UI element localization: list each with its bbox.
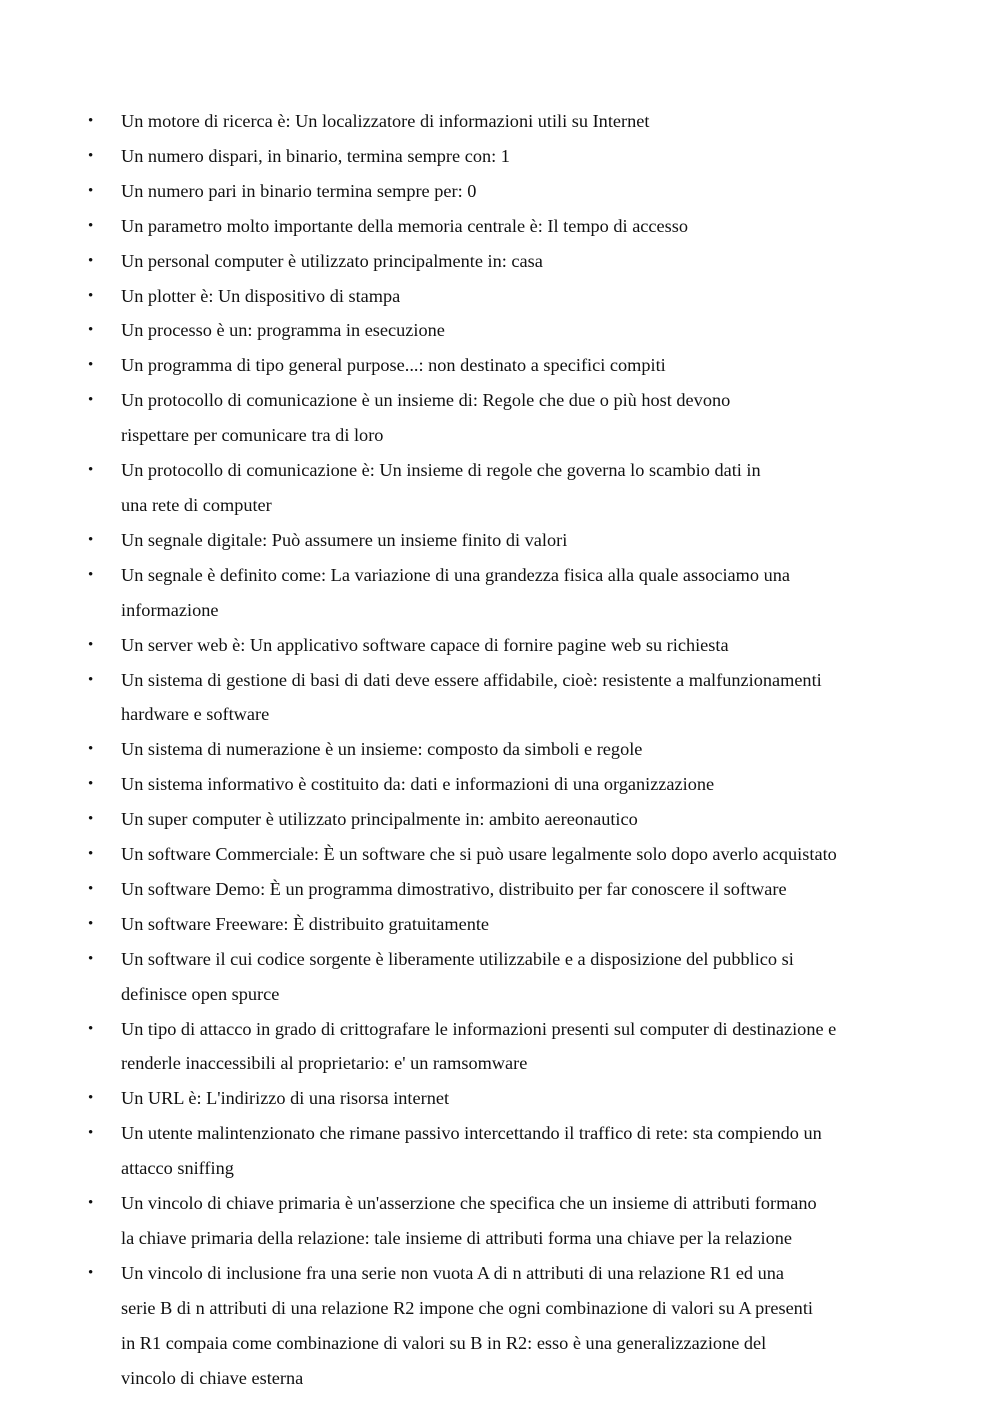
list-item xyxy=(0,802,921,837)
list-item xyxy=(0,628,921,663)
bullet-icon: • xyxy=(88,811,94,828)
list-item xyxy=(0,1012,921,1082)
list-item-text-line: Un software Commerciale: È un software che si può usare legalmente solo dopo averlo acquistato xyxy=(121,844,837,865)
list-item-text-line: Un software Freeware: È distribuito gratuitamente xyxy=(121,913,490,934)
list-item xyxy=(0,907,921,942)
bullet-icon: • xyxy=(88,880,94,897)
list-item xyxy=(0,1116,921,1186)
list-item xyxy=(0,942,921,1012)
list-item-text-line: Un vincolo di chiave primaria è un'asserzione che specifica che un insieme di attributi formano xyxy=(121,1193,817,1214)
list-item xyxy=(0,383,921,453)
bullet-icon: • xyxy=(88,846,94,863)
list-item xyxy=(0,313,921,348)
list-item-text-line: Un server web è: Un applicativo software capace di fornire pagine web su richiesta xyxy=(121,634,729,655)
list-item-text-line: Un tipo di attacco in grado di crittografare le informazioni presenti sul computer di destinazione e xyxy=(121,1018,837,1039)
bullet-list xyxy=(0,104,1000,1396)
list-item-text-line: vincolo di chiave esterna xyxy=(121,1367,304,1388)
list-item-text-line: Un protocollo di comunicazione è un insieme di: Regole che due o più host devono xyxy=(121,390,731,411)
bullet-icon: • xyxy=(88,741,94,758)
bullet-icon: • xyxy=(88,915,94,932)
bullet-icon: • xyxy=(88,636,94,653)
bullet-icon: • xyxy=(88,776,94,793)
list-item-text-line: Un sistema informativo è costituito da: dati e informazioni di una organizzazione xyxy=(121,774,715,795)
list-item-text-line: serie B di n attributi di una relazione R2 impone che ogni combinazione di valori su A presenti xyxy=(121,1297,813,1318)
list-item-text-line: Un parametro molto importante della memoria centrale è: Il tempo di accesso xyxy=(121,215,689,236)
list-item-text-line: Un URL è: L'indirizzo di una risorsa internet xyxy=(121,1088,450,1109)
list-item-text-line: rispettare per comunicare tra di loro xyxy=(121,425,384,446)
list-item-text-line: in R1 compaia come combinazione di valori su B in R2: esso è una generalizzazione del xyxy=(121,1332,767,1353)
list-item xyxy=(0,279,921,314)
list-item xyxy=(0,139,921,174)
bullet-icon: • xyxy=(88,1090,94,1107)
list-item xyxy=(0,872,921,907)
list-item-text-line: una rete di computer xyxy=(121,494,272,515)
list-item xyxy=(0,104,921,139)
list-item xyxy=(0,1081,921,1116)
bullet-icon: • xyxy=(88,217,94,234)
list-item xyxy=(0,1256,921,1396)
bullet-icon: • xyxy=(88,1264,94,1281)
bullet-icon: • xyxy=(88,322,94,339)
bullet-icon: • xyxy=(88,113,94,129)
list-item-text-line: Un vincolo di inclusione fra una serie non vuota A di n attributi di una relazione R1 ed una xyxy=(121,1262,785,1283)
bullet-icon: • xyxy=(88,252,94,269)
list-item xyxy=(0,453,921,523)
list-item xyxy=(0,663,921,733)
list-item-text-line: Un utente malintenzionato che rimane passivo intercettando il traffico di rete: sta compiendo un xyxy=(121,1123,822,1144)
list-item-text-line: Un segnale è definito come: La variazione di una grandezza fisica alla quale associamo una xyxy=(121,564,790,585)
bullet-icon: • xyxy=(88,950,94,967)
list-item-text-line: attacco sniffing xyxy=(121,1158,234,1179)
bullet-icon: • xyxy=(88,287,94,304)
list-item-text-line: Un personal computer è utilizzato principalmente in: casa xyxy=(121,250,543,271)
bullet-icon: • xyxy=(88,462,94,479)
list-item xyxy=(0,837,921,872)
bullet-icon: • xyxy=(88,392,94,409)
list-item-text-line: definisce open spurce xyxy=(121,983,280,1004)
bullet-icon: • xyxy=(88,1195,94,1212)
list-item xyxy=(0,523,921,558)
list-item-text-line: Un numero dispari, in binario, termina sempre con: 1 xyxy=(121,145,510,166)
list-item xyxy=(0,209,921,244)
bullet-icon: • xyxy=(88,1125,94,1142)
list-item-text-line: hardware e software xyxy=(121,704,270,725)
list-item-text-line: renderle inaccessibili al proprietario: e' un ramsomware xyxy=(121,1053,528,1074)
list-item-text-line: Un programma di tipo general purpose...: non destinato a specifici compiti xyxy=(121,355,666,376)
list-item-text-line: Un protocollo di comunicazione è: Un insieme di regole che governa lo scambio dati in xyxy=(121,460,761,481)
bullet-icon: • xyxy=(88,671,94,688)
bullet-icon: • xyxy=(88,566,94,583)
list-item-text-line: Un plotter è: Un dispositivo di stampa xyxy=(121,285,401,306)
list-item-text-line: Un motore di ricerca è: Un localizzatore di informazioni utili su Internet xyxy=(121,111,650,131)
bullet-icon: • xyxy=(88,182,94,199)
list-item-text-line: Un segnale digitale: Può assumere un insieme finito di valori xyxy=(121,529,568,550)
bullet-icon: • xyxy=(88,1020,94,1037)
list-item-text-line: Un numero pari in binario termina sempre per: 0 xyxy=(121,180,477,201)
bullet-icon: • xyxy=(88,357,94,374)
list-item xyxy=(0,1186,921,1256)
list-item xyxy=(0,244,921,279)
list-item-text-line: Un super computer è utilizzato principalmente in: ambito aereonautico xyxy=(121,809,638,830)
bullet-icon: • xyxy=(88,531,94,548)
list-item xyxy=(0,348,921,383)
list-item xyxy=(0,558,921,628)
list-item-text-line: Un processo è un: programma in esecuzione xyxy=(121,320,445,341)
list-item-text-line: la chiave primaria della relazione: tale insieme di attributi forma una chiave per la relazione xyxy=(121,1228,793,1248)
list-item-text-line: Un software il cui codice sorgente è liberamente utilizzabile e a disposizione del pubblico si xyxy=(121,948,794,969)
list-item xyxy=(0,732,921,767)
list-item xyxy=(0,767,921,802)
list-item-text-line: Un sistema di gestione di basi di dati deve essere affidabile, cioè: resistente a malfunzionamenti xyxy=(121,669,822,690)
list-item-text-line: Un sistema di numerazione è un insieme: composto da simboli e regole xyxy=(121,739,643,760)
list-item xyxy=(0,174,921,209)
bullet-icon: • xyxy=(88,147,94,164)
list-item-text-line: Un software Demo: È un programma dimostrativo, distribuito per far conoscere il software xyxy=(121,878,787,899)
list-item-text-line: informazione xyxy=(121,599,219,620)
